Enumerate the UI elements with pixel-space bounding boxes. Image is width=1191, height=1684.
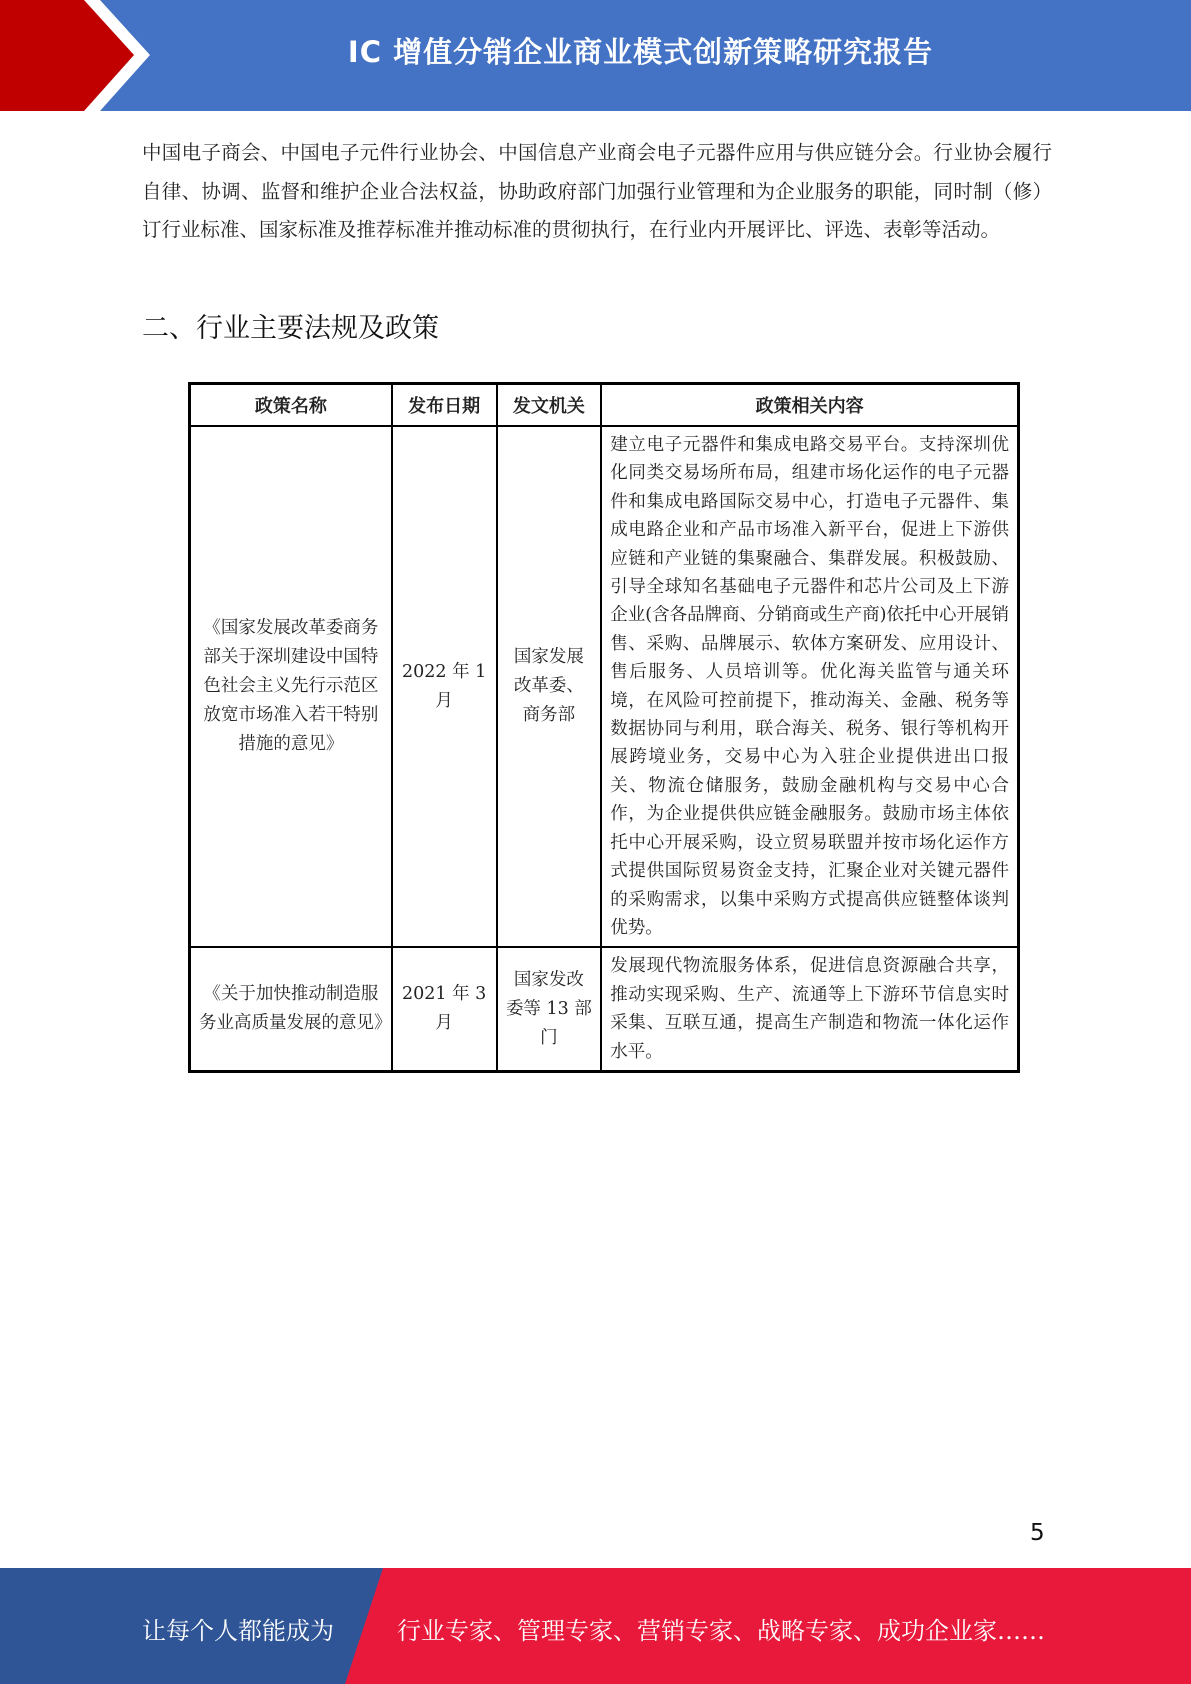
- column-header-release-date: 发布日期: [392, 384, 497, 427]
- issuing-agency-cell: 国家发展改革委、商务部: [497, 426, 602, 947]
- release-date-cell: 2022 年 1 月: [392, 426, 497, 947]
- policy-name-cell: 《关于加快推动制造服务业高质量发展的意见》: [190, 947, 392, 1071]
- issuing-agency-cell: 国家发改委等 13 部门: [497, 947, 602, 1071]
- page-number: 5: [1030, 1520, 1045, 1546]
- release-date-cell: 2021 年 3 月: [392, 947, 497, 1071]
- policy-content-cell: 发展现代物流服务体系，促进信息资源融合共享，推动实现采购、生产、流通等上下游环节信息实时采集、互联互通，提高生产制造和物流一体化运作水平。: [601, 947, 1018, 1071]
- table-header-row: [190, 384, 1019, 427]
- section-heading: 二、行业主要法规及政策: [142, 313, 439, 344]
- policy-content-cell: 建立电子元器件和集成电路交易平台。支持深圳优化同类交易场所布局，组建市场化运作的电子元器件和集成电路国际交易中心，打造电子元器件、集成电路企业和产品市场准入新平台，促进上下游供应链和产业链的集聚融合、集群发展。积极鼓励、引导全球知名基础电子元器件和芯片公司及上下游企业(含各品牌商、分销商或生产商)依托中心开展销售、采购、品牌展示、软体方案研发、应用设计、售后服务、人员培训等。优化海关监管与通关环境，在风险可控前提下，推动海关、金融、税务等数据协同与利用，联合海关、税务、银行等机构开展跨境业务，交易中心为入驻企业提供进出口报关、物流仓储服务，鼓励金融机构与交易中心合作，为企业提供供应链金融服务。鼓励市场主体依托中心开展采购，设立贸易联盟并按市场化运作方式提供国际贸易资金支持，汇聚企业对关键元器件的采购需求，以集中采购方式提高供应链整体谈判优势。: [601, 426, 1018, 947]
- column-header-policy-name: 政策名称: [190, 384, 392, 427]
- column-header-issuing-agency: 发文机关: [497, 384, 602, 427]
- footer-slogan-lead: 让每个人都能成为: [142, 1617, 334, 1645]
- table-row: [190, 426, 1019, 947]
- table-row: [190, 947, 1019, 1071]
- intro-paragraph: 中国电子商会、中国电子元件行业协会、中国信息产业商会电子元器件应用与供应链分会。行业协会履行自律、协调、监督和维护企业合法权益，协助政府部门加强行业管理和为企业服务的职能，同时制（修）订行业标准、国家标准及推荐标准并推动标准的贯彻执行，在行业内开展评比、评选、表彰等活动。: [142, 141, 1052, 241]
- report-title: IC 增值分销企业商业模式创新策略研究报告: [347, 35, 934, 69]
- policy-name-cell: 《国家发展改革委商务部关于深圳建设中国特色社会主义先行示范区放宽市场准入若干特别措施的意见》: [190, 426, 392, 947]
- column-header-policy-content: 政策相关内容: [601, 384, 1018, 427]
- policy-table: [188, 382, 1020, 1073]
- header-chevron-decoration: [0, 0, 160, 111]
- page-footer: [0, 1568, 1191, 1684]
- footer-slogan-roles: 行业专家、管理专家、营销专家、战略专家、成功企业家……: [397, 1617, 1045, 1645]
- page-header: [0, 0, 1191, 111]
